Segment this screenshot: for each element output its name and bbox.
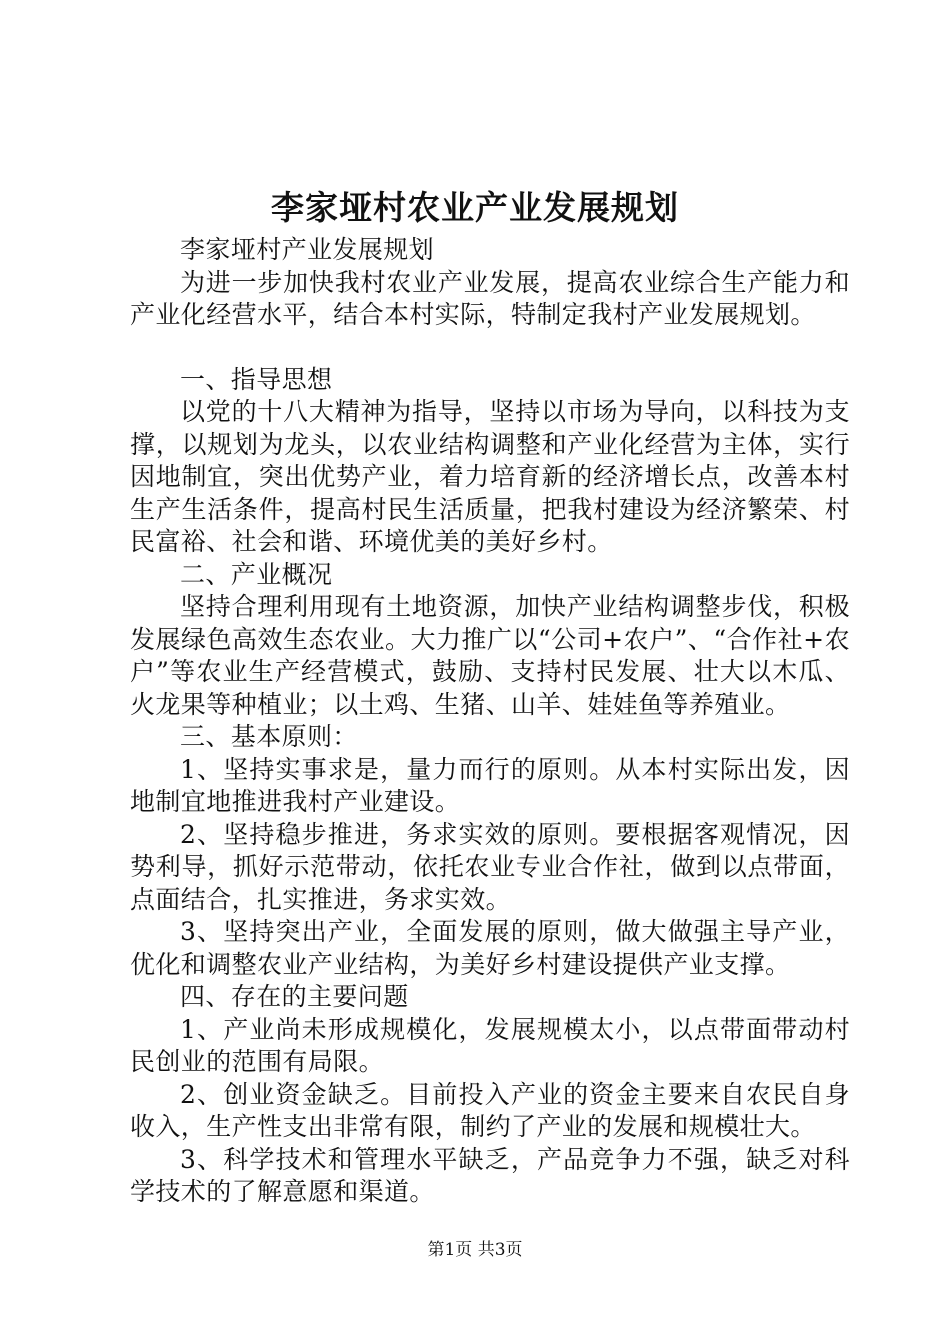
guiding-thought-paragraph: 以党的十八大精神为指导，坚持以市场为导向，以科技为支撑，以规划为龙头，以农业结构调整和产业化经营为主体，实行因地制宜，突出优势产业，着力培育新的经济增长点，改善本村生产生活条件，提高村民生活质量，把我村建设为经济繁荣、村民富裕、社会和谐、环境优美的美好乡村。 <box>130 397 850 556</box>
problem-item: 1、产业尚未形成规模化，发展规模太小，以点带面带动村民创业的范围有局限。 <box>130 1014 850 1076</box>
problem-item: 3、科学技术和管理水平缺乏，产品竞争力不强，缺乏对科学技术的了解意愿和渠道。 <box>130 1144 850 1206</box>
page-number-footer: 第1页 共3页 <box>427 1240 523 1260</box>
subtitle-paragraph: 李家垭村产业发展规划 <box>180 235 435 264</box>
industry-overview-paragraph: 坚持合理利用现有土地资源，加快产业结构调整步伐，积极发展绿色高效生态农业。大力推广以“公司+农户”、“合作社+农户”等农业生产经营模式，鼓励、支持村民发展、壮大以木瓜、火龙果等种植业；以土鸡、生猪、山羊、娃娃鱼等养殖业。 <box>130 592 850 719</box>
section-heading-main-problems: 四、存在的主要问题 <box>180 982 409 1011</box>
problem-item: 2、创业资金缺乏。目前投入产业的资金主要来自农民自身收入，生产性支出非常有限，制约了产业的发展和规模壮大。 <box>130 1079 850 1141</box>
document-body <box>130 234 850 1209</box>
section-heading-basic-principles: 三、基本原则： <box>180 722 358 751</box>
intro-paragraph: 为进一步加快我村农业产业发展，提高农业综合生产能力和产业化经营水平，结合本村实际，特制定我村产业发展规划。 <box>130 267 850 329</box>
section-heading-guiding-thought: 一、指导思想 <box>180 364 333 394</box>
section-heading-industry-overview: 二、产业概况 <box>180 559 333 589</box>
principle-item: 1、坚持实事求是，量力而行的原则。从本村实际出发，因地制宜地推进我村产业建设。 <box>130 754 850 816</box>
principle-item: 3、坚持突出产业，全面发展的原则，做大做强主导产业，优化和调整农业产业结构，为美好乡村建设提供产业支撑。 <box>130 917 850 979</box>
document-title: 李家垭村农业产业发展规划 <box>271 188 679 227</box>
principle-item: 2、坚持稳步推进，务求实效的原则。要根据客观情况，因势利导，抓好示范带动，依托农业专业合作社，做到以点带面，点面结合，扎实推进，务求实效。 <box>130 819 850 914</box>
